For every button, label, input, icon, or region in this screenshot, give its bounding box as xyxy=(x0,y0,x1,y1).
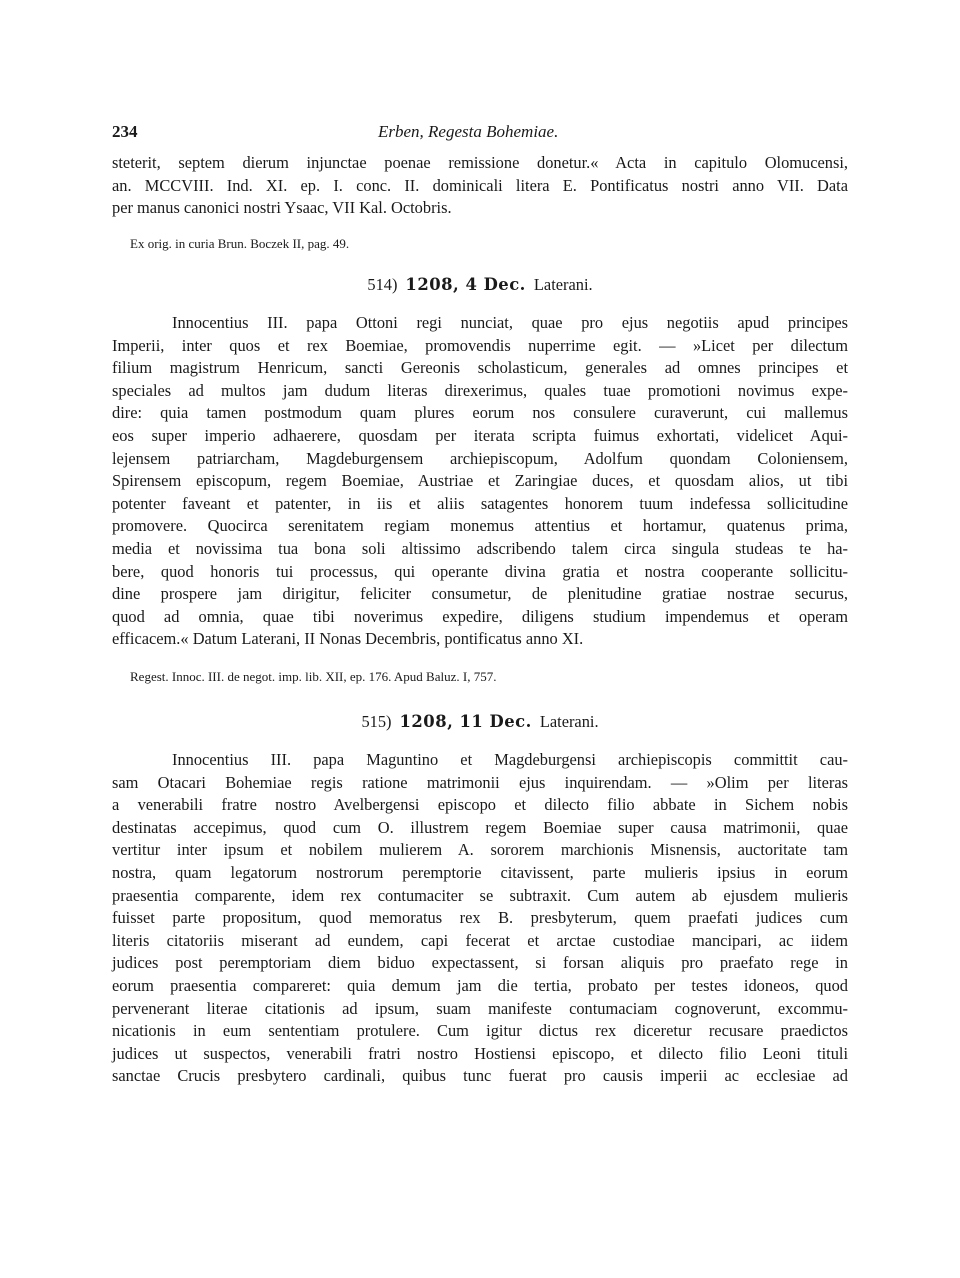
text-line: dire: quia tamen postmodum quam plures eorum nos consulere curaverunt, cui mallemus xyxy=(112,403,848,423)
entry-heading xyxy=(0,712,960,732)
text-line: judices ut suspectos, venerabili fratri nostro Hostiensi episcopo, et dilecto filio Leoni tituli xyxy=(112,1043,848,1063)
entry-number: 515) xyxy=(361,712,392,731)
text-line: literis citatoriis miserant ad eundem, capi fecerat et arctae custodiae mancipari, ac iidem xyxy=(112,930,848,950)
text-line: per manus canonici nostri Ysaac, VII Kal. Octobris. xyxy=(112,198,452,218)
entry-number: 514) xyxy=(367,275,398,294)
text-line: Spirensem episcopum, regem Boemiae, Austriae et Zaringiae duces, et quosdam alios, ut tibi xyxy=(112,471,848,491)
text-line: steterit, septem dierum injunctae poenae remissione donetur.« Acta in capitulo Olomucensi, xyxy=(112,153,848,172)
text-line: speciales ad multos jam dudum literas direxerimus, quales tuae promotioni novimus expe- xyxy=(112,380,848,400)
source-note: Regest. Innoc. III. de negot. imp. lib. XII, ep. 176. Apud Baluz. I, 757. xyxy=(130,669,497,684)
text-line: nicationis in eum sententiam protulere. Cum igitur dictus rex diceretur recusare praedictos xyxy=(112,1021,848,1041)
text-line: potenter faveant et patenter, in iis et aliis satagentes honorem tuum indefessa sollicitudine xyxy=(112,493,848,513)
text-line: eorum praesentia compareret: quia demum jam die tertia, probato per testes idoneos, quod xyxy=(112,975,848,995)
text-line: efficacem.« Datum Laterani, II Nonas Decembris, pontificatus anno XI. xyxy=(112,629,584,649)
text-line: quod ad omnia, quae tibi noverimus expedire, diligens studium impendemus et operam xyxy=(112,606,848,626)
text-line: promovere. Quocirca serenitatem regiam monemus attentius et hortamur, quatenus prima, xyxy=(112,516,848,536)
entry-heading xyxy=(0,275,960,295)
text-line: filium magistrum Henricum, sancti Gereonis scholasticum, generales ad omnes principes et xyxy=(112,358,848,378)
text-line: eos super imperio adhaerere, quosdam per iterata scripta fuimus exhortati, videlicet Aqui- xyxy=(112,425,848,445)
text-line: lejensem patriarcham, Magdeburgensem archiepiscopum, Adolfum quondam Coloniensem, xyxy=(112,448,848,468)
source-note: Ex orig. in curia Brun. Boczek II, pag. 49. xyxy=(130,236,350,251)
text-line: praesentia comparente, idem rex contumaciter se subtraxit. Cum autem ab ejusdem mulieris xyxy=(112,885,848,905)
continuation-text xyxy=(112,152,848,220)
text-line: bere, quod honoris tui processus, qui operante divina gratia et nostra cooperante sollicitu- xyxy=(112,561,848,581)
page-header xyxy=(112,122,848,146)
text-line: fuisset parte propositum, quod memoratus rex B. presbyterum, quem praefati judices cum xyxy=(112,908,848,928)
text-line: nostra, quam legatorum nostrorum peremptorie citavissent, parte mulieris ipsius in eorum xyxy=(112,862,848,882)
text-line: vertitur inter ipsum et nobilem mulierem A. sororem marchionis Misnensis, auctoritate tam xyxy=(112,840,848,860)
text-line: an. MCCVIII. Ind. XI. ep. I. conc. II. dominicali litera E. Pontificatus nostri anno VII. Data xyxy=(112,175,848,195)
entry-date: 1208, 4 Dec. xyxy=(405,275,526,294)
text-line: sam Otacari Bohemiae regis ratione matrimonii ejus inquirendam. — »Olim per literas xyxy=(112,772,848,792)
entry-date: 1208, 11 Dec. xyxy=(399,712,532,731)
text-line: pervenerant literae citationis ad ipsum, suam manifeste contumaciam cognoverunt, excommu- xyxy=(112,998,848,1018)
entry-place: Laterani. xyxy=(533,275,593,294)
entry-text xyxy=(112,312,848,651)
text-line: media et novissima tua bona soli altissimo adscribendo talem circa singula studeas te ha- xyxy=(112,538,848,558)
entry-place: Laterani. xyxy=(539,712,599,731)
text-line: Innocentius III. papa Maguntino et Magdeburgensi archiepiscopis committit cau- xyxy=(172,750,848,769)
text-line: destinatas accepimus, quod cum O. illustrem regem Boemiae super causa matrimonii, quae xyxy=(112,817,848,837)
running-title: Erben, Regesta Bohemiae. xyxy=(378,122,559,141)
page-number: 234 xyxy=(112,122,138,141)
text-line: sanctae Crucis presbytero cardinali, quibus tunc fuerat pro causis imperii ac ecclesiae ad xyxy=(112,1066,848,1086)
text-line: dine prospere jam dirigitur, feliciter consumetur, de plenitudine gratiae nostrae securus, xyxy=(112,584,848,604)
entry-text xyxy=(112,749,848,1088)
text-line: Innocentius III. papa Ottoni regi nunciat, quae pro ejus negotiis apud principes xyxy=(172,313,848,332)
text-line: a venerabili fratre nostro Avelbergensi episcopo et dilecto filio abbate in Sichem nobis xyxy=(112,795,848,815)
text-line: judices post peremptoriam diem biduo expectassent, si forsan aliquis pro praefato rege in xyxy=(112,953,848,973)
text-line: Imperii, inter quos et rex Boemiae, promovendis nuperrime egit. — »Licet per dilectum xyxy=(112,335,848,355)
